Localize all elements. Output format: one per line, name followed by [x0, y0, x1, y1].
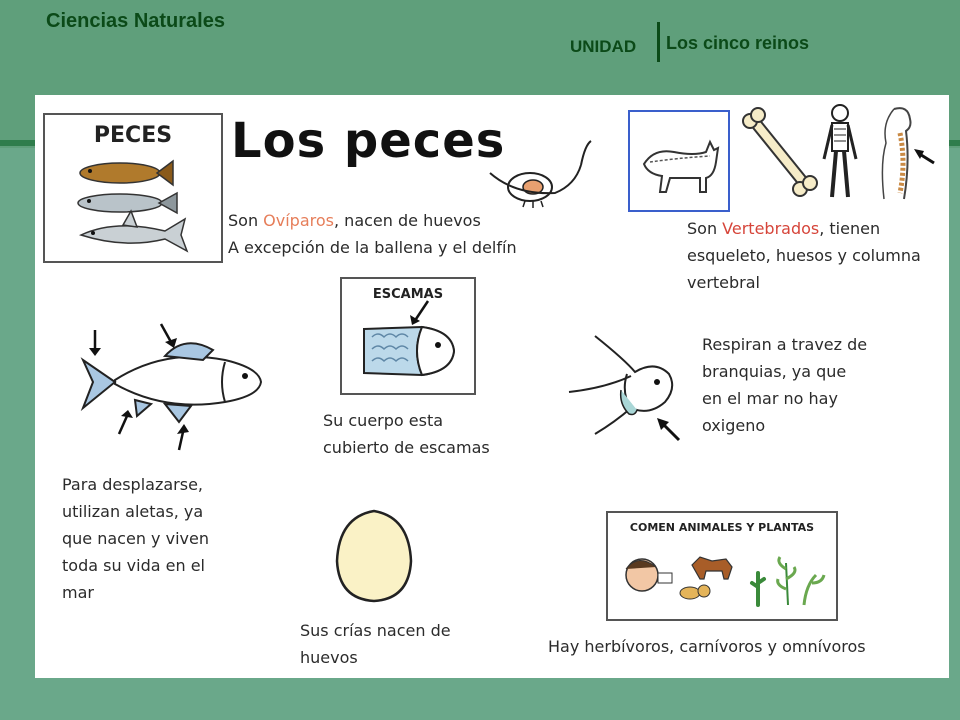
vertebrados-line1-post: , tienen: [819, 219, 881, 238]
egg-icon: [329, 507, 419, 607]
fish-group-icon: [45, 115, 221, 261]
unit-label: UNIDAD: [570, 37, 637, 56]
cat-skeleton-box: [628, 110, 730, 212]
human-spine-icon: [870, 103, 940, 203]
vertebrados-line3: vertebral: [687, 273, 760, 292]
huevos-line2: huevos: [300, 648, 358, 667]
branquias-line4: oxigeno: [702, 416, 766, 435]
oviparos-line2: A excepción de la ballena y el delfín: [228, 238, 517, 257]
vertebrados-line2: esqueleto, huesos y columna: [687, 246, 921, 265]
page-title: Los peces: [231, 113, 506, 169]
fish-gills-icon: [565, 330, 685, 440]
aletas-text: [62, 471, 209, 606]
fish-fins-icon: [75, 320, 285, 450]
branquias-line2: branquias, ya que: [702, 362, 847, 381]
peces-box-title: PECES: [93, 123, 173, 148]
escamas-line2: cubierto de escamas: [323, 438, 490, 457]
unit-title: Los cinco reinos: [666, 33, 810, 53]
skeleton-icon: [820, 103, 860, 203]
aletas-line2: utilizan aletas, ya: [62, 502, 204, 521]
branquias-line3: en el mar no hay: [702, 389, 838, 408]
branquias-text: [702, 331, 867, 439]
huevos-text: [300, 617, 451, 671]
fish-scales-icon: [342, 279, 474, 393]
escamas-box-title: ESCAMAS: [372, 287, 444, 302]
diet-box-title: COMEN ANIMALES Y PLANTAS: [629, 521, 815, 534]
diet-pictogram-box: [606, 511, 838, 621]
aletas-line5: mar: [62, 583, 94, 602]
huevos-line1: Sus crías nacen de: [300, 621, 451, 640]
vertebrados-text: [687, 215, 921, 296]
aletas-line4: toda su vida en el: [62, 556, 205, 575]
unit-separator: [657, 22, 660, 62]
aletas-line1: Para desplazarse,: [62, 475, 203, 494]
hatching-egg-icon: [485, 135, 595, 215]
subject-title: Ciencias Naturales: [46, 10, 225, 32]
vertebrados-line1-pre: Son: [687, 219, 723, 238]
oviparos-highlight: Ovíparos: [263, 211, 334, 230]
content-slide: [35, 95, 949, 678]
bone-icon: [740, 107, 820, 197]
diet-icons: [608, 513, 836, 619]
escamas-text: [323, 407, 490, 461]
oviparos-text: [228, 207, 517, 261]
cat-spine-icon: [630, 112, 728, 210]
aletas-line3: que nacen y viven: [62, 529, 209, 548]
branquias-line1: Respiran a travez de: [702, 335, 868, 354]
escamas-pictogram-box: [340, 277, 476, 395]
oviparos-line1-pre: Son: [228, 211, 264, 230]
oviparos-line1-post: , nacen de huevos: [334, 211, 481, 230]
escamas-line1: Su cuerpo esta: [323, 411, 444, 430]
diet-text: Hay herbívoros, carnívoros y omnívoros: [548, 637, 866, 656]
peces-pictogram-box: [43, 113, 223, 263]
vertebrados-highlight: Vertebrados: [722, 219, 820, 238]
